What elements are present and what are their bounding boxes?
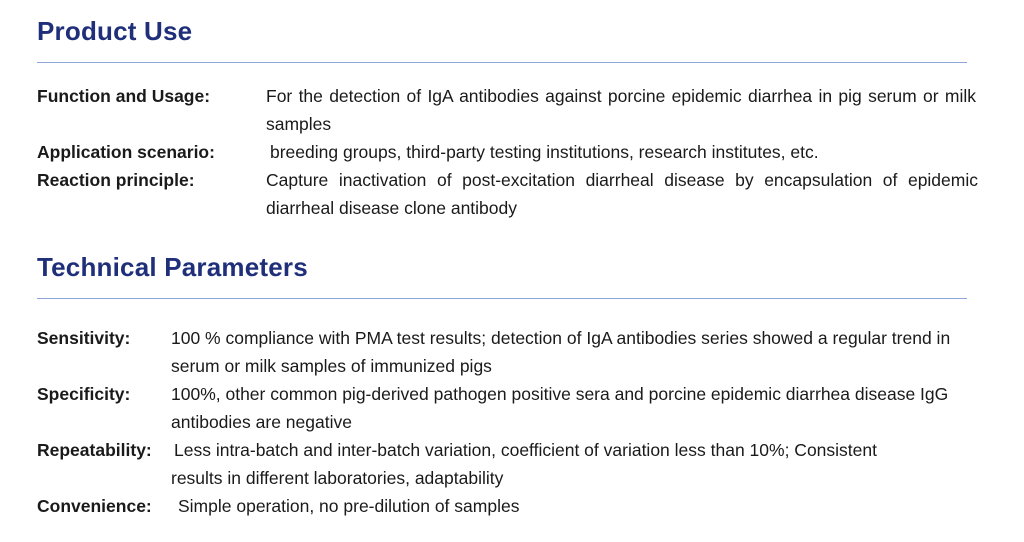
sensitivity-label: Sensitivity:: [37, 328, 131, 348]
convenience-value: Simple operation, no pre-dilution of samples: [178, 496, 520, 516]
application-scenario-row: [37, 138, 997, 166]
product-use-divider: [37, 62, 967, 63]
reaction-principle-label: Reaction principle:: [37, 170, 195, 190]
sensitivity-row: [37, 324, 997, 380]
application-scenario-label: Application scenario:: [37, 142, 215, 162]
technical-parameters-divider: [37, 298, 967, 299]
specificity-row: [37, 380, 997, 436]
reaction-principle-value: Capture inactivation of post-excitation diarrheal disease by encapsulation of epidemic diarrheal disease clone antibody: [266, 170, 978, 218]
application-scenario-value: breeding groups, third-party testing institutions, research institutes, etc.: [270, 142, 819, 162]
specificity-label: Specificity:: [37, 384, 131, 404]
sensitivity-value: 100 % compliance with PMA test results; detection of IgA antibodies series showed a regular trend in serum or milk samples of immunized pigs: [171, 328, 951, 376]
function-usage-row: [37, 82, 997, 138]
convenience-row: [37, 492, 997, 520]
technical-parameters-heading: Technical Parameters: [37, 252, 308, 282]
specificity-value: 100%, other common pig-derived pathogen positive sera and porcine epidemic diarrhea disease IgG antibodies are negative: [171, 384, 949, 432]
reaction-principle-row: [37, 166, 997, 222]
repeatability-label: Repeatability:: [37, 440, 152, 460]
repeatability-value: Less intra-batch and inter-batch variation, coefficient of variation less than 10%; Consistent results in different laboratories, adaptability: [171, 440, 877, 488]
product-use-heading: Product Use: [37, 16, 193, 46]
function-usage-value: For the detection of IgA antibodies against porcine epidemic diarrhea in pig serum or milk samples: [266, 86, 976, 134]
repeatability-row: [37, 436, 997, 492]
convenience-label: Convenience:: [37, 496, 152, 516]
function-usage-label: Function and Usage:: [37, 86, 211, 106]
